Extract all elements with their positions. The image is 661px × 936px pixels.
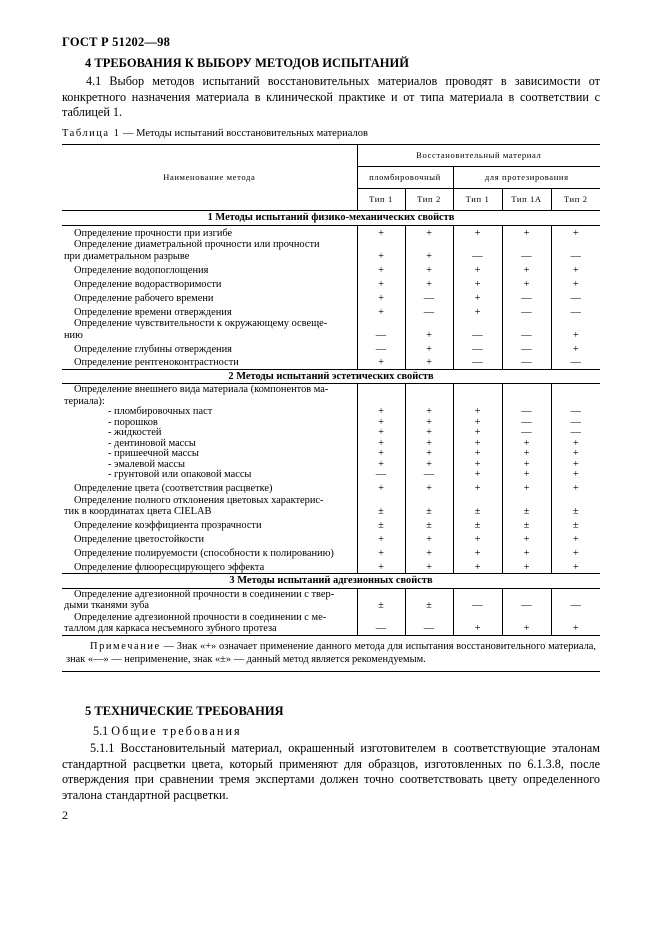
applicability-mark: — — [502, 239, 551, 262]
table-row — [62, 341, 600, 355]
method-name: Определение чувствительности к окружающему освеще- — [74, 318, 328, 329]
applicability-mark: + — [357, 439, 405, 450]
applicability-mark: + — [502, 560, 551, 574]
applicability-mark: + — [357, 304, 405, 318]
table-row — [62, 612, 600, 636]
table-note-body — [62, 635, 600, 671]
method-name: - пришеечной массы — [108, 448, 199, 459]
applicability-mark: ± — [357, 588, 405, 612]
applicability-mark: — — [453, 318, 502, 341]
method-name-cell — [62, 355, 357, 369]
table-row — [62, 276, 600, 290]
table-header — [62, 145, 600, 211]
column-header-method: Наименование метода — [62, 145, 357, 211]
applicability-mark: — — [502, 407, 551, 418]
section-4-title: 4 ТРЕБОВАНИЯ К ВЫБОРУ МЕТОДОВ ИСПЫТАНИЙ — [85, 56, 409, 70]
method-name-continuation: нию — [64, 329, 83, 341]
applicability-mark: + — [551, 262, 600, 276]
method-name-cell — [62, 588, 357, 612]
table-row — [62, 518, 600, 532]
applicability-mark: + — [502, 460, 551, 471]
table-row — [62, 481, 600, 495]
applicability-mark: — — [502, 290, 551, 304]
applicability-mark: + — [453, 612, 502, 636]
section-heading: 1 Методы испытаний физико-механических свойств — [62, 211, 600, 226]
method-name-cell — [62, 262, 357, 276]
table-row — [62, 290, 600, 304]
method-name: Определение рабочего времени — [74, 292, 214, 304]
method-name: Определение прочности при изгибе — [74, 227, 233, 239]
applicability-mark: — — [502, 355, 551, 369]
method-name: Определение глубины отверждения — [74, 343, 232, 355]
method-name-cell — [62, 407, 357, 418]
method-name-cell — [62, 341, 357, 355]
method-name: Определение полного отклонения цветовых характерис- — [74, 494, 324, 506]
applicability-mark: + — [357, 225, 405, 239]
applicability-mark: ± — [405, 588, 453, 612]
method-name-cell — [62, 518, 357, 532]
applicability-mark: + — [357, 428, 405, 439]
table-caption-label: Таблица 1 — [62, 128, 121, 139]
applicability-mark: ± — [502, 518, 551, 532]
method-name: Определение времени отверждения — [74, 306, 232, 318]
column-type: Тип 2 — [405, 189, 453, 211]
applicability-mark: + — [405, 418, 453, 429]
method-name-continuation: дыми тканями зуба — [64, 600, 149, 611]
table-row — [62, 239, 600, 262]
applicability-mark: — — [551, 304, 600, 318]
method-name: Определение цветостойкости — [74, 534, 205, 545]
column-group-filling: пломбировочный — [357, 167, 453, 189]
table-row — [62, 470, 600, 481]
table-row — [62, 304, 600, 318]
applicability-mark: + — [502, 481, 551, 495]
applicability-mark: ± — [551, 495, 600, 518]
applicability-mark: + — [405, 318, 453, 341]
method-name-cell — [62, 384, 357, 408]
subsection-title: Общие требования — [111, 724, 242, 738]
applicability-mark: + — [453, 290, 502, 304]
applicability-mark: + — [453, 481, 502, 495]
applicability-mark: + — [551, 612, 600, 636]
method-name: Определение внешнего вида материала (компонентов ма- — [74, 384, 329, 395]
applicability-mark: + — [357, 418, 405, 429]
applicability-mark: + — [357, 546, 405, 560]
applicability-mark: + — [357, 481, 405, 495]
method-name: - порошков — [108, 416, 158, 428]
applicability-mark: + — [405, 460, 453, 471]
applicability-mark: + — [405, 225, 453, 239]
applicability-mark: + — [551, 449, 600, 460]
applicability-mark: + — [502, 532, 551, 546]
applicability-mark: + — [502, 612, 551, 636]
applicability-mark: + — [357, 532, 405, 546]
applicability-mark: — — [551, 588, 600, 612]
applicability-mark: + — [502, 276, 551, 290]
method-name: - пломбировочных паст — [108, 406, 213, 417]
table-row — [62, 560, 600, 574]
method-name-cell — [62, 612, 357, 636]
empty-cell — [357, 384, 405, 408]
applicability-mark: + — [405, 439, 453, 450]
applicability-mark: ± — [357, 495, 405, 518]
column-type: Тип 2 — [551, 189, 600, 211]
method-name: Определение полируемости (способности к полированию) — [74, 548, 334, 559]
applicability-mark: + — [453, 460, 502, 471]
table-row — [62, 588, 600, 612]
applicability-mark: + — [405, 449, 453, 460]
section-2-body — [62, 369, 600, 574]
method-name-continuation: при диаметральном разрыве — [64, 250, 190, 262]
applicability-mark: — — [405, 304, 453, 318]
applicability-mark: — — [357, 318, 405, 341]
table-row — [62, 532, 600, 546]
applicability-mark: + — [502, 225, 551, 239]
applicability-mark: ± — [405, 518, 453, 532]
applicability-mark: + — [453, 546, 502, 560]
column-group-prosthetic: для протезирования — [453, 167, 600, 189]
method-name-continuation: териала): — [64, 395, 105, 407]
method-name-continuation: тик в координатах цвета CIELAB — [64, 506, 212, 517]
paragraph-5-1-1: 5.1.1 Восстановительный материал, окрашенный изготовителем в соответствующие эталонам стандартной расцветки цвета, который применяют для образцов, изготовленных по 6.1.3.8, после отверждения при сравнении тремя экспертами должен точно соответствовать цвету определенного эталона стандартной расцветки. — [62, 741, 600, 802]
applicability-mark: + — [453, 418, 502, 429]
applicability-mark: + — [502, 262, 551, 276]
applicability-mark: — — [502, 304, 551, 318]
section-5-title: 5 ТЕХНИЧЕСКИЕ ТРЕБОВАНИЯ — [85, 704, 284, 718]
applicability-mark: + — [357, 460, 405, 471]
applicability-mark: — — [551, 355, 600, 369]
method-name-cell — [62, 225, 357, 239]
method-name: Определение флюоресцирующего эффекта — [74, 561, 265, 573]
applicability-mark: — — [453, 341, 502, 355]
applicability-mark: ± — [405, 495, 453, 518]
applicability-mark: — — [405, 470, 453, 481]
applicability-mark: + — [502, 470, 551, 481]
page-number: 2 — [62, 808, 68, 822]
applicability-mark: + — [551, 546, 600, 560]
applicability-mark: — — [405, 612, 453, 636]
applicability-mark: + — [551, 341, 600, 355]
applicability-mark: — — [453, 355, 502, 369]
applicability-mark: + — [453, 439, 502, 450]
applicability-mark: — — [502, 318, 551, 341]
note-label: Примечание — [90, 640, 161, 652]
applicability-mark: ± — [453, 495, 502, 518]
applicability-mark: + — [357, 262, 405, 276]
method-name-cell — [62, 449, 357, 460]
table-note — [62, 635, 600, 671]
method-name-continuation: таллом для каркаса несъемного зубного протеза — [64, 623, 277, 634]
method-name: - эмалевой массы — [108, 458, 185, 470]
applicability-mark: ± — [357, 518, 405, 532]
method-name: Определение адгезионной прочности в соединении с ме- — [74, 611, 327, 623]
applicability-mark: + — [453, 449, 502, 460]
applicability-mark: ± — [502, 495, 551, 518]
applicability-mark: — — [551, 418, 600, 429]
applicability-mark: + — [551, 225, 600, 239]
applicability-mark: + — [551, 318, 600, 341]
applicability-mark: + — [357, 407, 405, 418]
table-row — [62, 546, 600, 560]
method-name: - грунтовой или опаковой массы — [108, 469, 252, 480]
table-row — [62, 262, 600, 276]
applicability-mark: + — [453, 428, 502, 439]
note-text: — Знак «+» означает применение данного метода для испытания восстановительного материала, знак «—» — неприменение, знак «±» — данный метод является рекомендуемым. — [66, 640, 596, 665]
method-name-cell — [62, 560, 357, 574]
applicability-mark: + — [405, 428, 453, 439]
applicability-mark: + — [453, 470, 502, 481]
applicability-mark: — — [551, 239, 600, 262]
applicability-mark: — — [502, 588, 551, 612]
applicability-mark: + — [502, 439, 551, 450]
applicability-mark: + — [405, 546, 453, 560]
method-name-cell — [62, 276, 357, 290]
table-row — [62, 225, 600, 239]
applicability-mark: — — [453, 588, 502, 612]
method-name: Определение рентгеноконтрастности — [74, 357, 239, 368]
applicability-mark: + — [357, 290, 405, 304]
applicability-mark: + — [357, 239, 405, 262]
table-row — [62, 384, 600, 408]
method-name: - жидкостей — [108, 427, 162, 438]
method-name-cell — [62, 239, 357, 262]
method-name-cell — [62, 304, 357, 318]
method-name: Определение диаметральной прочности или прочности — [74, 239, 320, 250]
applicability-mark: + — [405, 262, 453, 276]
method-name: - дентиновой массы — [108, 437, 196, 449]
empty-cell — [551, 384, 600, 408]
applicability-mark: + — [405, 239, 453, 262]
applicability-mark: + — [405, 481, 453, 495]
applicability-mark: — — [357, 341, 405, 355]
empty-cell — [405, 384, 453, 408]
section-heading: 3 Методы испытаний адгезионных свойств — [62, 574, 600, 589]
applicability-mark: + — [502, 449, 551, 460]
applicability-mark: + — [405, 341, 453, 355]
applicability-mark: + — [357, 449, 405, 460]
applicability-mark: + — [453, 532, 502, 546]
method-name: Определение коэффициента прозрачности — [74, 520, 262, 531]
applicability-mark: — — [453, 239, 502, 262]
table-caption-text: — Методы испытаний восстановительных материалов — [120, 128, 368, 139]
applicability-mark: + — [551, 470, 600, 481]
methods-table — [62, 144, 600, 672]
applicability-mark: ± — [453, 518, 502, 532]
applicability-mark: — — [502, 428, 551, 439]
applicability-mark: — — [502, 341, 551, 355]
applicability-mark: — — [551, 428, 600, 439]
applicability-mark: + — [405, 407, 453, 418]
column-header-material: Восстановительный материал — [357, 145, 600, 167]
applicability-mark: + — [405, 355, 453, 369]
method-name-cell — [62, 439, 357, 450]
applicability-mark: + — [551, 560, 600, 574]
method-name-cell — [62, 481, 357, 495]
document-header: ГОСТ Р 51202—98 — [62, 35, 171, 49]
applicability-mark: + — [551, 276, 600, 290]
applicability-mark: + — [357, 355, 405, 369]
applicability-mark: + — [453, 304, 502, 318]
method-name-cell — [62, 290, 357, 304]
applicability-mark: + — [405, 532, 453, 546]
applicability-mark: + — [405, 560, 453, 574]
method-name-cell — [62, 532, 357, 546]
column-type: Тип 1 — [453, 189, 502, 211]
method-name-cell — [62, 418, 357, 429]
applicability-mark: + — [551, 439, 600, 450]
applicability-mark: + — [502, 546, 551, 560]
method-name-cell — [62, 318, 357, 341]
applicability-mark: + — [453, 407, 502, 418]
applicability-mark: ± — [551, 518, 600, 532]
applicability-mark: + — [453, 225, 502, 239]
section-heading: 2 Методы испытаний эстетических свойств — [62, 369, 600, 384]
applicability-mark: + — [357, 560, 405, 574]
empty-cell — [502, 384, 551, 408]
paragraph-4-1: 4.1 Выбор методов испытаний восстановительных материалов проводят в зависимости от конкретного назначения материала в клинической практике и от типа материала в соответствии с таблицей 1. — [62, 74, 600, 119]
subsection-5-1-title — [93, 724, 242, 739]
method-name: Определение цвета (соответствия расцветке) — [74, 483, 273, 494]
column-type: Тип 1А — [502, 189, 551, 211]
empty-cell — [453, 384, 502, 408]
section-1-body — [62, 211, 600, 370]
applicability-mark: — — [551, 290, 600, 304]
applicability-mark: — — [405, 290, 453, 304]
column-type: Тип 1 — [357, 189, 405, 211]
method-name-cell — [62, 470, 357, 481]
applicability-mark: + — [551, 532, 600, 546]
method-name-cell — [62, 546, 357, 560]
method-name-cell — [62, 495, 357, 518]
applicability-mark: — — [551, 407, 600, 418]
applicability-mark: + — [453, 560, 502, 574]
applicability-mark: — — [502, 418, 551, 429]
applicability-mark: + — [357, 276, 405, 290]
applicability-mark: + — [551, 481, 600, 495]
applicability-mark: + — [405, 276, 453, 290]
method-name: Определение водопоглощения — [74, 264, 209, 276]
table-row — [62, 318, 600, 341]
applicability-mark: — — [357, 470, 405, 481]
method-name: Определение водорастворимости — [74, 278, 222, 290]
applicability-mark: — — [357, 612, 405, 636]
subsection-number: 5.1 — [93, 724, 112, 738]
table-caption — [62, 128, 368, 139]
method-name-cell — [62, 428, 357, 439]
table-row — [62, 495, 600, 518]
section-3-body — [62, 574, 600, 636]
applicability-mark: + — [453, 262, 502, 276]
table-row — [62, 355, 600, 369]
applicability-mark: + — [551, 460, 600, 471]
method-name: Определение адгезионной прочности в соединении с твер- — [74, 588, 335, 600]
applicability-mark: + — [453, 276, 502, 290]
